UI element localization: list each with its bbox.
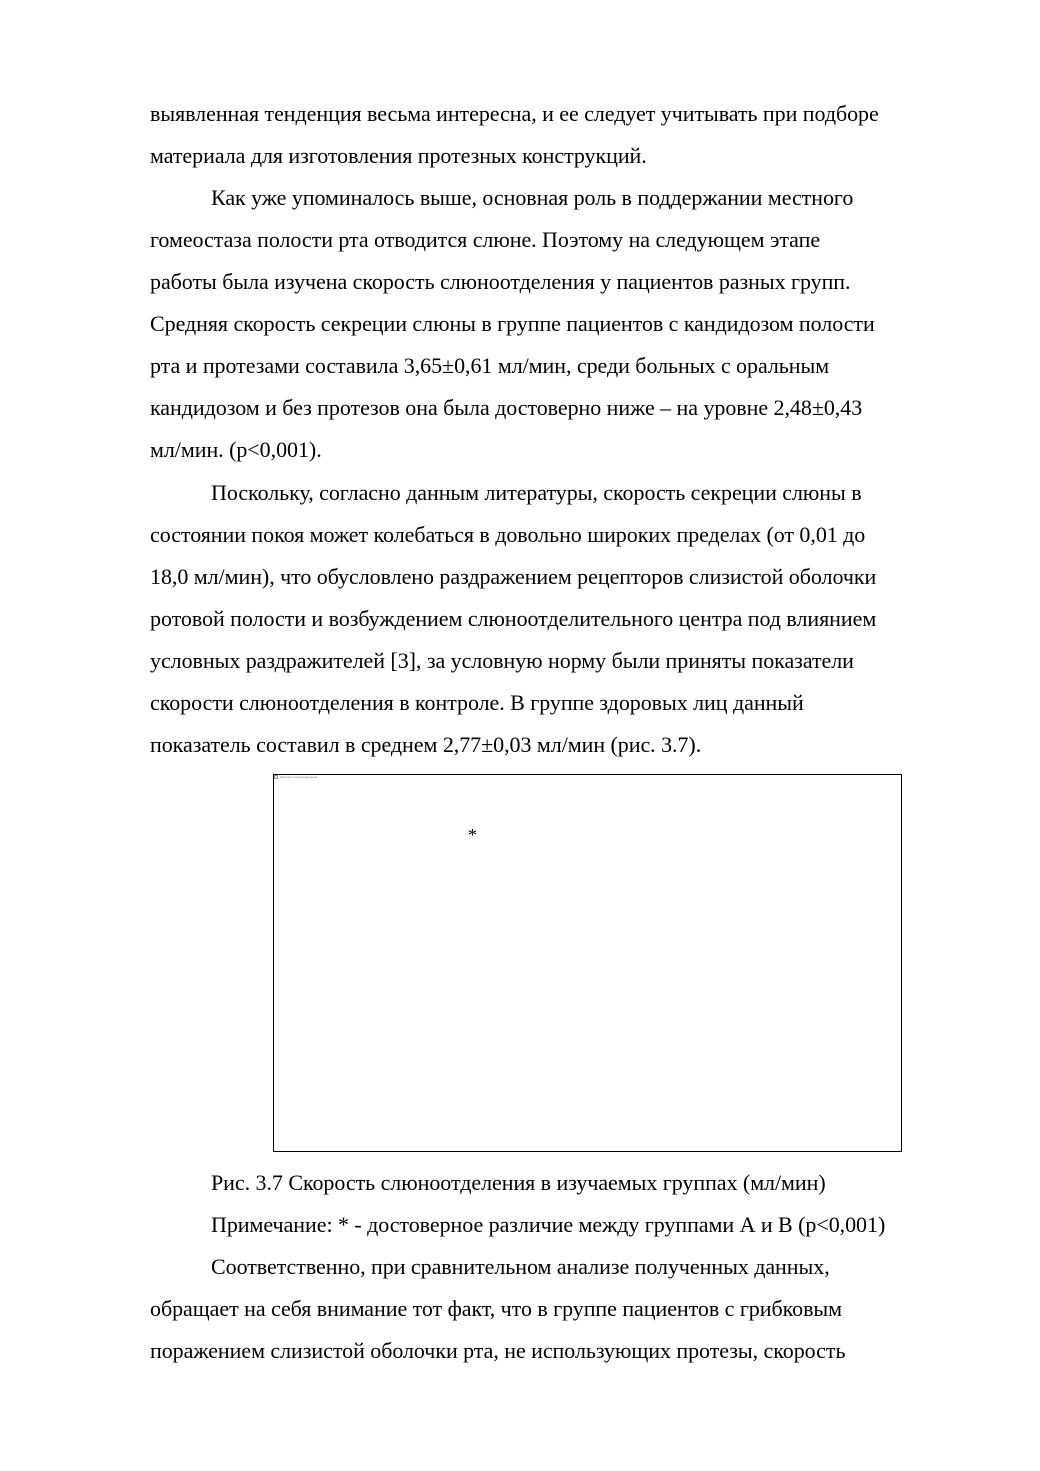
paragraph-line: поражением слизистой оболочки рта, не использующих протезы, скорость <box>150 1338 846 1363</box>
figure-placeholder <box>273 774 902 1152</box>
paragraph-line: гомеостаза полости рта отводится слюне. Поэтому на следующем этапе <box>150 227 821 252</box>
paragraph-line: кандидозом и без протезов она была достоверно ниже – на уровне 2,48±0,43 <box>150 395 863 420</box>
paragraph-line: Поскольку, согласно данным литературы, скорость секреции слюны в <box>211 480 862 505</box>
paragraph-line: показатель составил в среднем 2,77±0,03 мл/мин (рис. 3.7). <box>150 732 702 757</box>
paragraph-line: мл/мин. (р<0,001). <box>150 437 322 462</box>
broken-image-icon <box>274 775 278 779</box>
paragraph-line: ротовой полости и возбуждением слюноотделительного центра под влиянием <box>150 606 877 631</box>
paragraph-line: Соответственно, при сравнительном анализе полученных данных, <box>211 1254 830 1279</box>
paragraph-line: материала для изготовления протезных конструкций. <box>150 143 647 168</box>
paragraph-line: Как уже упоминалось выше, основная роль в поддержании местного <box>211 185 854 210</box>
paragraph-line: обращает на себя внимание тот факт, что в группе пациентов с грибковым <box>150 1296 843 1321</box>
broken-image-label: Скорость слюноотделения <box>280 775 318 779</box>
paragraph-line: 18,0 мл/мин), что обусловлено раздражением рецепторов слизистой оболочки <box>150 564 877 589</box>
paragraph-line: условных раздражителей [3], за условную норму были приняты показатели <box>150 648 854 673</box>
paragraph-line: рта и протезами составила 3,65±0,61 мл/мин, среди больных с оральным <box>150 353 830 378</box>
significance-asterisk: * <box>468 825 477 845</box>
figure-note: Примечание: * - достоверное различие между группами А и В (р<0,001) <box>211 1212 886 1237</box>
figure-caption: Рис. 3.7 Скорость слюноотделения в изучаемых группах (мл/мин) <box>211 1170 826 1195</box>
paragraph-line: состоянии покоя может колебаться в довольно широких пределах (от 0,01 до <box>150 522 866 547</box>
paragraph-line: работы была изучена скорость слюноотделения у пациентов разных групп. <box>150 269 851 294</box>
paragraph-line: Средняя скорость секреции слюны в группе пациентов с кандидозом полости <box>150 311 875 336</box>
paragraph-line: скорости слюноотделения в контроле. В группе здоровых лиц данный <box>150 690 804 715</box>
paragraph-line: выявленная тенденция весьма интересна, и ее следует учитывать при подборе <box>150 101 879 126</box>
